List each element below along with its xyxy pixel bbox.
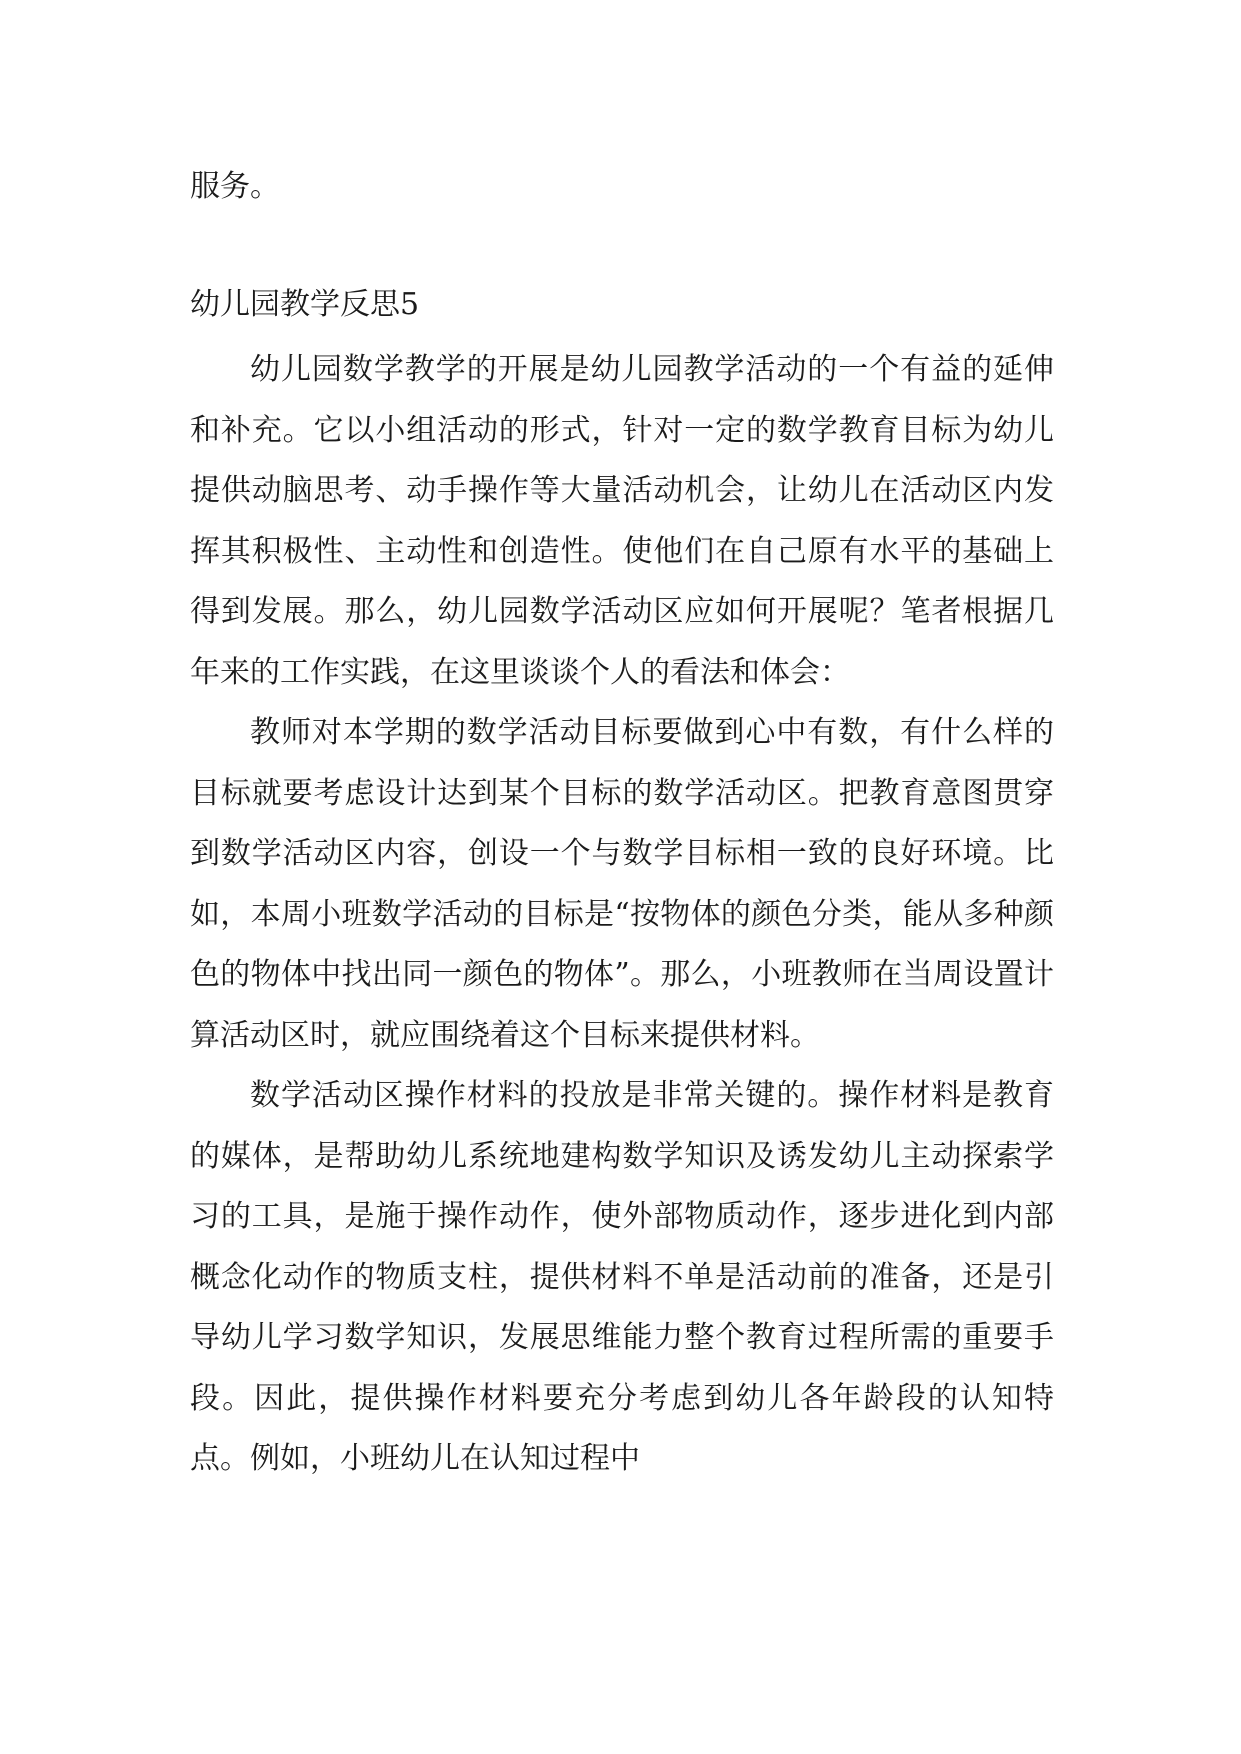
paragraph-1: 幼儿园数学教学的开展是幼儿园教学活动的一个有益的延伸和补充。它以小组活动的形式，针对一定的数学教育目标为幼儿提供动脑思考、动手操作等大量活动机会，让幼儿在活动区内发挥其积极性、主动性和创造性。使他们在自己原有水平的基础上得到发展。那么，幼儿园数学活动区应如何开展呢？笔者根据几年来的工作实践，在这里谈谈个人的看法和体会：	[190, 352, 1054, 690]
body-text	[190, 340, 1054, 1490]
leading-fragment: 服务。	[190, 169, 280, 204]
section-title: 幼儿园教学反思5	[190, 287, 420, 322]
paragraph-3: 数学活动区操作材料的投放是非常关键的。操作材料是教育的媒体，是帮助幼儿系统地建构数学知识及诱发幼儿主动探索学习的工具，是施于操作动作，使外部物质动作，逐步进化到内部概念化动作的物质支柱，提供材料不单是活动前的准备，还是引导幼儿学习数学知识，发展思维能力整个教育过程所需的重要手段。因此，提供操作材料要充分考虑到幼儿各年龄段的认知特点。例如，小班幼儿在认知过程中	[190, 1078, 1054, 1476]
paragraph-2: 教师对本学期的数学活动目标要做到心中有数，有什么样的目标就要考虑设计达到某个目标的数学活动区。把教育意图贯穿到数学活动区内容，创设一个与数学目标相一致的良好环境。比如，本周小班数学活动的目标是“按物体的颜色分类，能从多种颜色的物体中找出同一颜色的物体”。那么，小班教师在当周设置计算活动区时，就应围绕着这个目标来提供材料。	[190, 715, 1054, 1053]
